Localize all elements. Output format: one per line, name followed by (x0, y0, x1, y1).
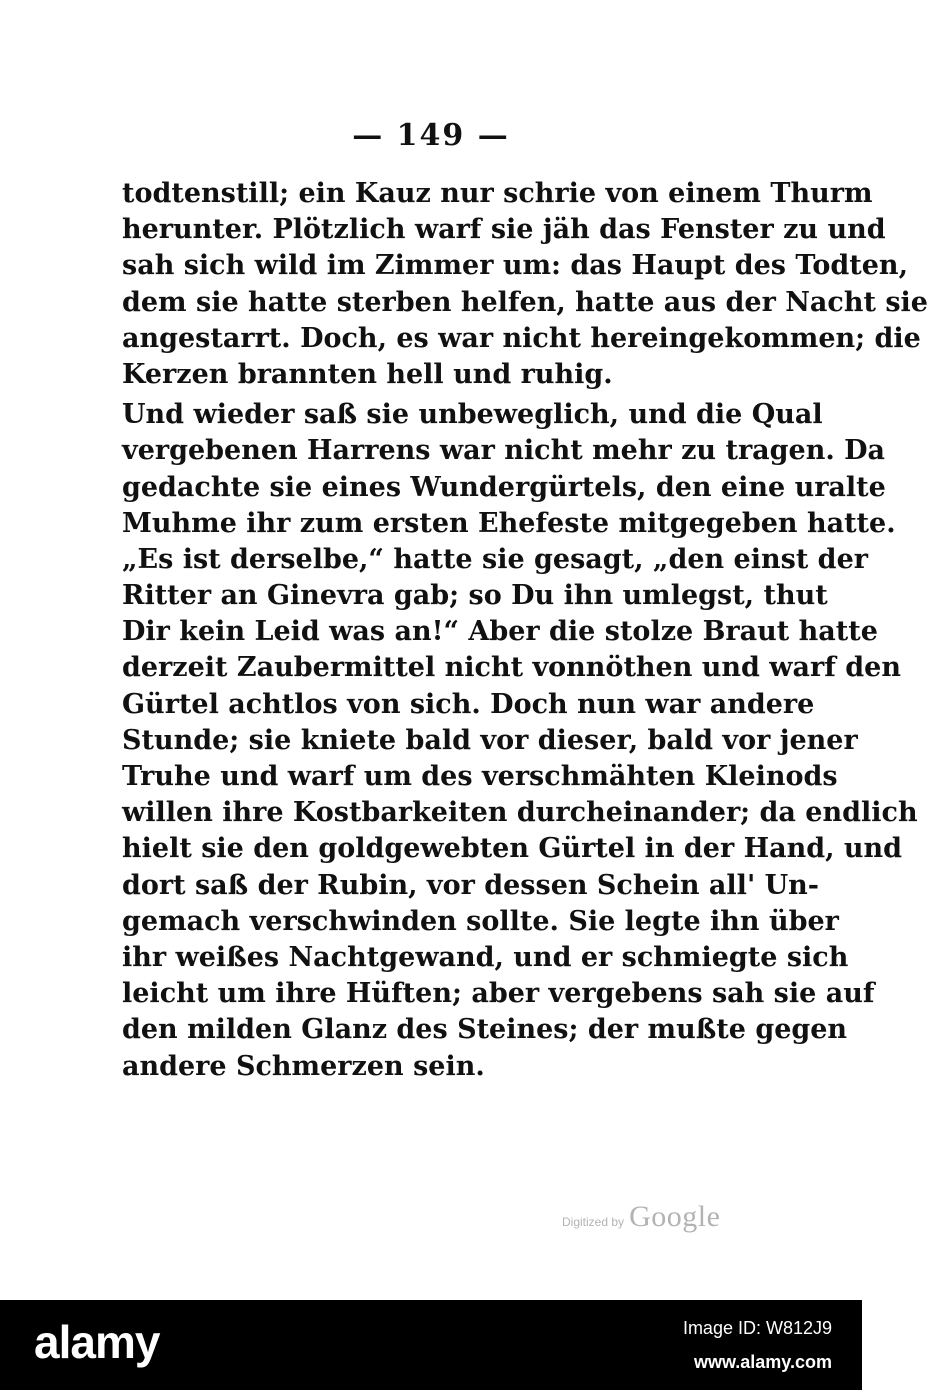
paragraph-2 (122, 397, 918, 1085)
text-line: dem sie hatte sterben helfen, hatte aus der Nacht sie (122, 286, 928, 318)
body-text (122, 176, 928, 1085)
text-line: herunter. Plötzlich warf sie jäh das Fenster zu und (122, 214, 886, 246)
text-line: gemach verschwinden sollte. Sie legte ihn über (122, 905, 839, 937)
text-line: todtenstill; ein Kauz nur schrie von einem Thurm (122, 178, 873, 209)
text-line: „Es ist derselbe,“ hatte sie gesagt, „den einst der (122, 543, 868, 575)
image-id-label: Image ID: W812J9 (682, 1318, 832, 1338)
stock-url-label: www.alamy.com (693, 1352, 832, 1372)
text-line: Dir kein Leid was an!“ Aber die stolze Braut hatte (122, 616, 878, 648)
text-line: den milden Glanz des Steines; der mußte gegen (122, 1014, 848, 1046)
paragraph-1 (122, 176, 928, 393)
alamy-logo: alamy (34, 1316, 160, 1368)
digitized-by-label: Digitized by (562, 1215, 625, 1229)
text-line: willen ihre Kostbarkeiten durcheinander; da endlich (122, 797, 918, 829)
text-line: leicht um ihre Hüften; aber vergebens sah sie auf (122, 978, 875, 1010)
text-line: Stunde; sie kniete bald vor dieser, bald vor jener (122, 724, 858, 756)
text-line: ihr weißes Nachtgewand, und er schmiegte sich (122, 941, 849, 973)
text-line: Truhe und warf um des verschmähten Kleinods (122, 761, 838, 792)
text-line: derzeit Zaubermittel nicht vonnöthen und warf den (122, 652, 901, 684)
text-line: sah sich wild im Zimmer um: das Haupt des Todten, (122, 250, 908, 282)
text-line: hielt sie den goldgewebten Gürtel in der Hand, und (122, 833, 903, 865)
text-line: angestarrt. Doch, es war nicht hereingekommen; die (122, 322, 921, 354)
text-line: gedachte sie eines Wundergürtels, den eine uralte (122, 471, 886, 503)
page-number: — 149 — (352, 118, 510, 153)
text-line: Kerzen brannten hell und ruhig. (122, 358, 613, 390)
text-line: Gürtel achtlos von sich. Doch nun war andere (122, 688, 815, 720)
text-line: Ritter an Ginevra gab; so Du ihn umlegst, thut (122, 580, 828, 612)
stock-photo-footer (0, 1300, 862, 1390)
google-logo-text: Google (629, 1200, 721, 1233)
text-line: andere Schmerzen sein. (122, 1050, 485, 1082)
text-line: vergebenen Harrens war nicht mehr zu tragen. Da (122, 435, 886, 467)
text-line: Und wieder saß sie unbeweglich, und die Qual (122, 399, 823, 431)
text-line: dort saß der Rubin, vor dessen Schein all' Un- (122, 869, 819, 901)
text-line: Muhme ihr zum ersten Ehefeste mitgegeben hatte. (122, 507, 896, 539)
google-digitized-watermark (562, 1200, 720, 1234)
